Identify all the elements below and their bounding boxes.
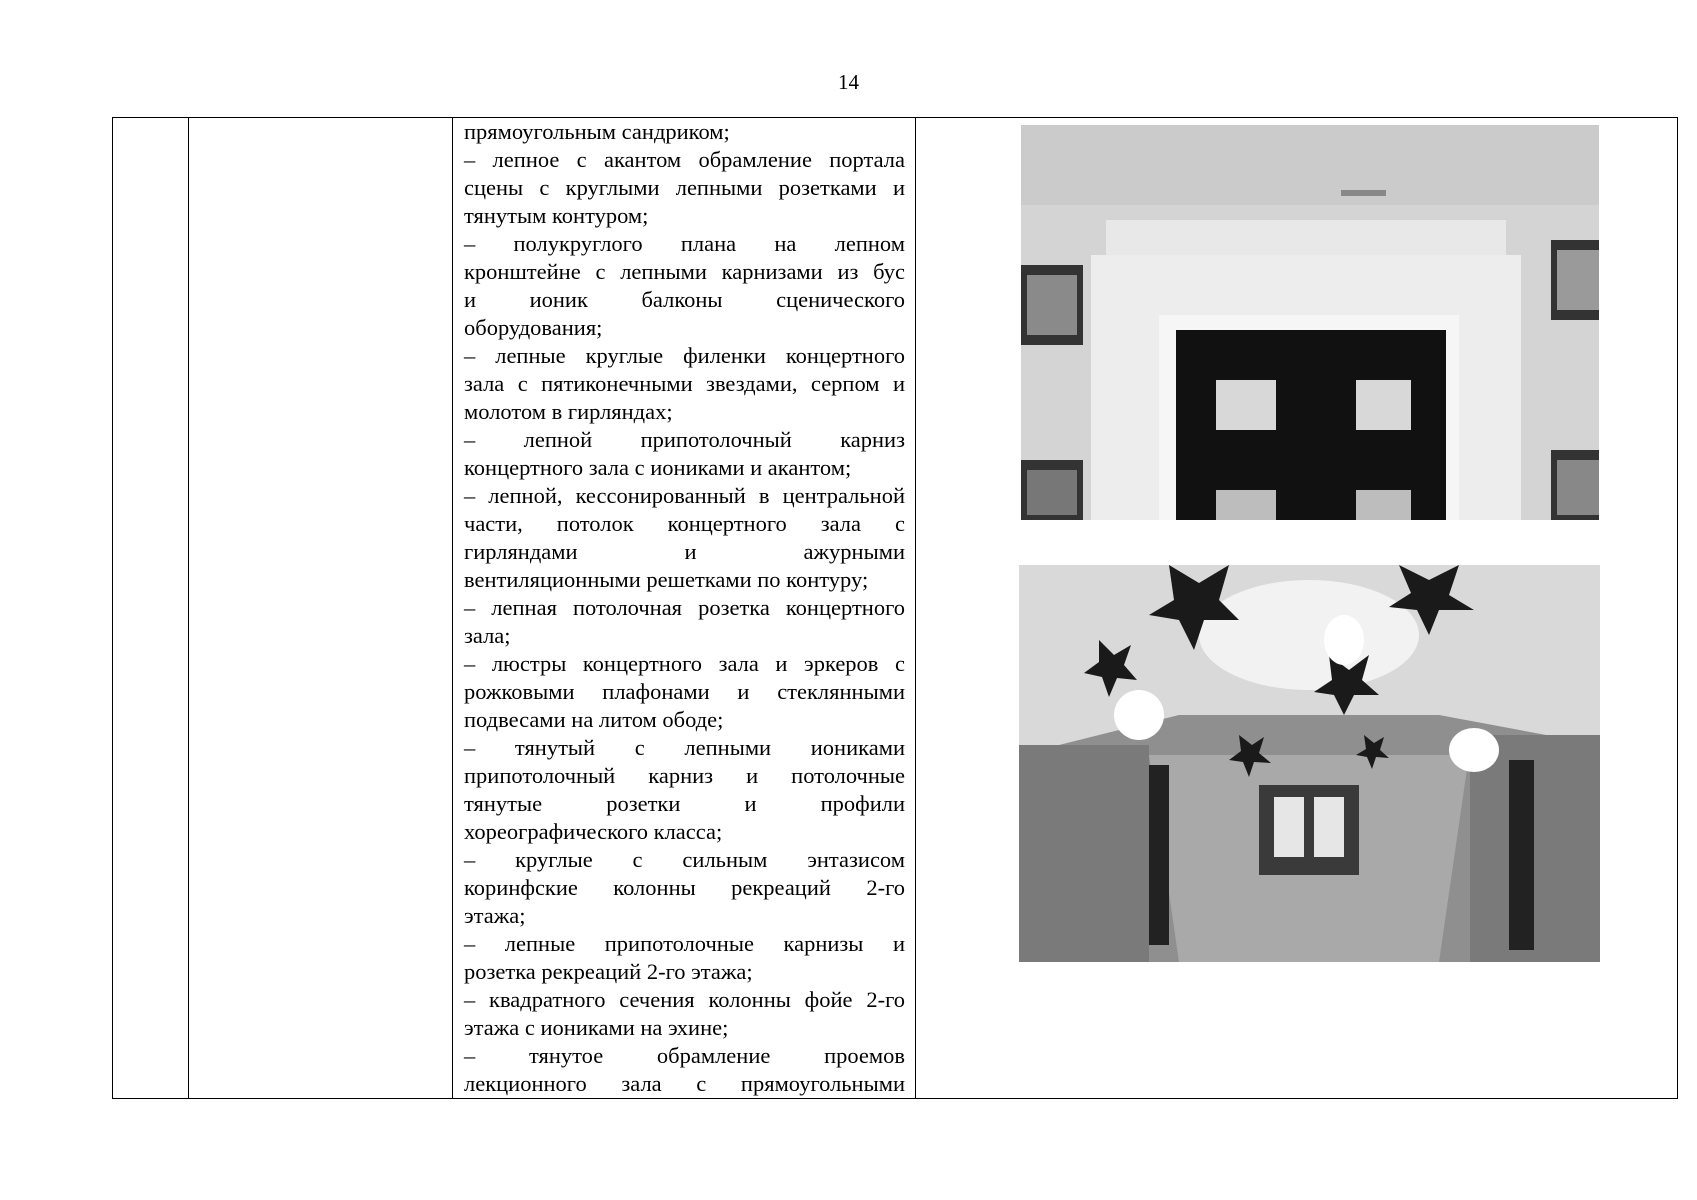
- description-line: сцены с круглыми лепными розетками и: [464, 175, 905, 200]
- description-line: – лепной припотолочный карниз: [464, 427, 905, 452]
- description-line: подвесами на литом ободе;: [464, 707, 724, 732]
- description-line: – лепные припотолочные карнизы и: [464, 931, 905, 956]
- description-line: – квадратного сечения колонны фойе 2-го: [464, 987, 905, 1012]
- description-line: тянутые розетки и профили: [464, 791, 905, 816]
- document-table: [112, 117, 1678, 1099]
- description-line: – лепной, кессонированный в центральной: [464, 483, 905, 508]
- description-line: хореографического класса;: [464, 819, 723, 844]
- description-line: коринфские колонны рекреаций 2-го: [464, 875, 905, 900]
- description-line: оборудования;: [464, 315, 603, 340]
- description-line: молотом в гирляндах;: [464, 399, 673, 424]
- description-line: рожковыми плафонами и стеклянными: [464, 679, 905, 704]
- stage-portal-photo: [1021, 125, 1599, 520]
- description-line: концертного зала с иониками и акантом;: [464, 455, 852, 480]
- description-line: тянутым контуром;: [464, 203, 649, 228]
- description-line: – лепные круглые филенки концертного: [464, 343, 905, 368]
- description-line: лекционного зала с прямоугольными: [464, 1071, 905, 1096]
- description-line: припотолочный карниз и потолочные: [464, 763, 905, 788]
- table-cell-object-name: [189, 118, 453, 1098]
- description-line: – лепное с акантом обрамление портала: [464, 147, 905, 172]
- description-line: – тянутый с лепными иониками: [464, 735, 905, 760]
- description-line: этажа с иониками на эхине;: [464, 1015, 729, 1040]
- description-line: – полукруглого плана на лепном: [464, 231, 905, 256]
- description-line: – круглые с сильным энтазисом: [464, 847, 905, 872]
- table-cell-description: [453, 118, 916, 1098]
- description-line: этажа;: [464, 903, 526, 928]
- page-number: 14: [838, 70, 859, 94]
- description-line: – люстры концертного зала и эркеров с: [464, 651, 905, 676]
- description-line: прямоугольным сандриком;: [464, 119, 730, 144]
- description-line: – тянутое обрамление проемов: [464, 1043, 905, 1068]
- description-line: зала;: [464, 623, 511, 648]
- table-cell-photos: [916, 118, 1678, 1098]
- description-line: и ионик балконы сценического: [464, 287, 905, 312]
- description-line: зала с пятиконечными звездами, серпом и: [464, 371, 905, 396]
- corridor-with-star-balloons-photo: [1019, 565, 1600, 962]
- description-line: – лепная потолочная розетка концертного: [464, 595, 905, 620]
- description-line: кронштейне с лепными карнизами из бус: [464, 259, 905, 284]
- description-line: части, потолок концертного зала с: [464, 511, 905, 536]
- description-line: розетка рекреаций 2-го этажа;: [464, 959, 753, 984]
- table-cell-number: [113, 118, 189, 1098]
- description-line: вентиляционными решетками по контуру;: [464, 567, 869, 592]
- description-line: гирляндами и ажурными: [464, 539, 905, 564]
